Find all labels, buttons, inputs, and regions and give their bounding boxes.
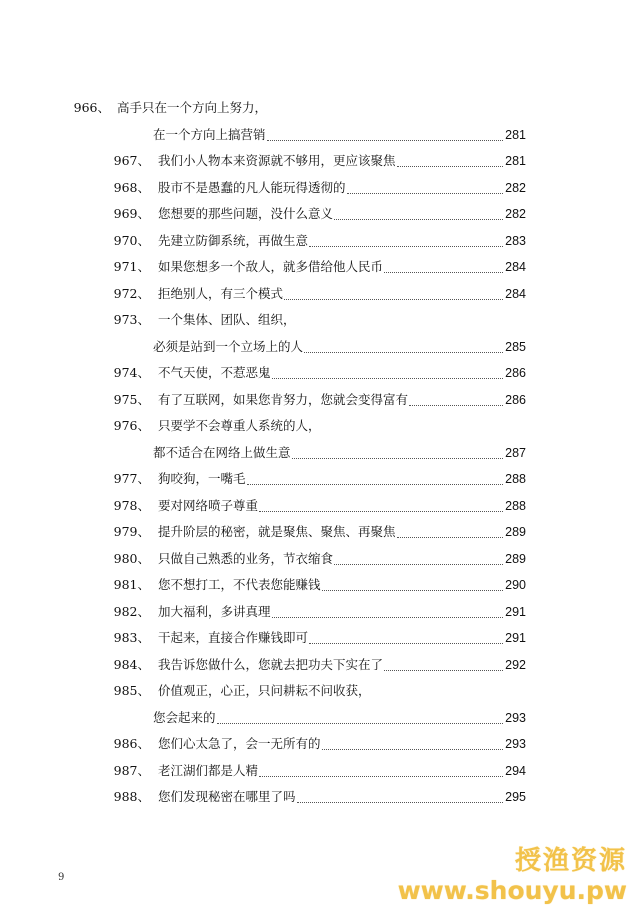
toc-leader-dots <box>247 483 503 485</box>
toc-entry-number: 985、 <box>113 683 150 698</box>
toc-leader-dots <box>397 165 503 167</box>
toc-entry[interactable] <box>0 178 635 198</box>
toc-entry[interactable] <box>0 363 635 383</box>
toc-leader-dots <box>384 669 503 671</box>
toc-entry[interactable] <box>0 231 635 251</box>
toc-leader-dots <box>304 351 503 353</box>
toc-entry-page: 281 <box>505 127 526 142</box>
toc-leader-dots <box>217 722 503 724</box>
toc-entry-page: 283 <box>505 233 526 248</box>
toc-entry-title: 狗咬狗，一嘴毛 <box>158 471 246 486</box>
toc-entry-number: 976、 <box>113 418 150 433</box>
toc-entry-title: 在一个方向上搞营销 <box>153 126 266 142</box>
toc-entry[interactable] <box>0 284 635 304</box>
toc-entry-title: 干起来，直接合作赚钱即可 <box>158 630 309 645</box>
toc-entry-number: 982、 <box>113 603 150 619</box>
toc-leader-dots <box>347 192 503 194</box>
toc-entry-title: 不气天使，不惹恶鬼 <box>158 365 271 380</box>
toc-entry-page: 288 <box>505 472 526 486</box>
toc-entry[interactable] <box>0 522 635 542</box>
toc-entry-number: 971、 <box>113 259 150 274</box>
toc-entry-title: 如果您想多一个敌人，就多借给他人民币 <box>158 259 384 274</box>
toc-leader-dots <box>334 563 503 565</box>
toc-entry-number: 980、 <box>113 550 150 566</box>
toc-entry[interactable] <box>0 390 635 410</box>
toc-entry[interactable] <box>0 787 635 807</box>
toc-entry[interactable] <box>0 549 635 569</box>
toc-entry-page: 293 <box>505 710 526 725</box>
toc-entry-page: 282 <box>505 207 526 221</box>
toc-entry[interactable] <box>0 496 635 516</box>
toc-entry-title: 一个集体、团队、组织， <box>158 312 296 327</box>
toc-leader-dots <box>259 775 503 777</box>
toc-entry[interactable] <box>0 98 635 118</box>
toc-entry-number: 979、 <box>113 524 150 539</box>
toc-entry-number: 975、 <box>113 391 150 407</box>
toc-entry-number: 978、 <box>113 497 150 513</box>
toc-entry-title: 只做自己熟悉的业务，节衣缩食 <box>158 550 334 566</box>
toc-entry-page: 289 <box>505 525 526 539</box>
toc-entry[interactable] <box>0 655 635 675</box>
toc-entry-title: 您们发现秘密在哪里了吗 <box>158 789 296 804</box>
toc-entry-title: 老江湖们都是人精 <box>158 762 259 778</box>
toc-entry-number: 972、 <box>113 285 150 301</box>
toc-leader-dots <box>322 748 503 750</box>
toc-entry[interactable] <box>0 125 635 145</box>
watermark-brand: 授渔资源 <box>514 846 627 876</box>
toc-entry[interactable] <box>0 761 635 781</box>
toc-entry-title: 拒绝别人，有三个模式 <box>158 285 284 301</box>
toc-entry[interactable] <box>0 151 635 171</box>
toc-entry-number: 969、 <box>113 206 150 221</box>
toc-leader-dots <box>334 218 503 220</box>
toc-entry-page: 289 <box>505 551 526 566</box>
toc-entry[interactable] <box>0 443 635 463</box>
toc-leader-dots <box>284 298 503 300</box>
toc-entry[interactable] <box>0 337 635 357</box>
toc-entry-title: 有了互联网，如果您肯努力，您就会变得富有 <box>158 391 409 407</box>
toc-entry-title: 您想要的那些问题，没什么意义 <box>158 206 334 221</box>
toc-leader-dots <box>384 271 503 273</box>
toc-entry[interactable] <box>0 310 635 330</box>
toc-entry-page: 281 <box>505 154 526 168</box>
toc-entry[interactable] <box>0 416 635 436</box>
toc-leader-dots <box>267 139 503 141</box>
toc-entry-title: 股市不是愚蠢的凡人能玩得透彻的 <box>158 179 346 195</box>
toc-leader-dots <box>309 245 503 247</box>
toc-entry-number: 984、 <box>113 656 150 672</box>
toc-leader-dots <box>272 616 503 618</box>
toc-entry-number: 983、 <box>113 630 150 645</box>
toc-entry-page: 285 <box>505 339 526 354</box>
toc-leader-dots <box>297 801 503 803</box>
toc-leader-dots <box>409 404 503 406</box>
toc-entry-number: 967、 <box>113 153 150 168</box>
toc-entry-number: 966、 <box>73 100 110 115</box>
toc-entry-number: 988、 <box>113 789 150 804</box>
toc-entry[interactable] <box>0 575 635 595</box>
toc-entry-title: 价值观正，心正，只问耕耘不问收获， <box>158 683 371 698</box>
site-watermark <box>398 846 627 906</box>
toc-leader-dots <box>397 536 503 538</box>
toc-leader-dots <box>309 642 503 644</box>
toc-leader-dots <box>322 589 503 591</box>
toc-entry-title: 您不想打工，不代表您能赚钱 <box>158 577 321 592</box>
toc-entry[interactable] <box>0 602 635 622</box>
toc-entry[interactable] <box>0 469 635 489</box>
toc-entry-page: 295 <box>505 790 526 804</box>
toc-entry-page: 292 <box>505 657 526 672</box>
toc-entry-page: 293 <box>505 737 526 751</box>
toc-entry-title: 先建立防御系统，再做生意 <box>158 232 309 248</box>
toc-entry-page: 288 <box>505 498 526 513</box>
page-corner-mark: 9 <box>58 872 65 883</box>
toc-entry-title: 我告诉您做什么，您就去把功夫下实在了 <box>158 656 384 672</box>
toc-entry[interactable] <box>0 204 635 224</box>
watermark-url: www.shouyu.pw <box>397 876 627 905</box>
toc-entry-number: 981、 <box>113 577 150 592</box>
toc-entry-page: 284 <box>505 286 526 301</box>
toc-entry-title: 要对网络喷子尊重 <box>158 497 259 513</box>
toc-entry[interactable] <box>0 681 635 701</box>
toc-entry-number: 968、 <box>113 179 150 195</box>
toc-entry-page: 294 <box>505 763 526 778</box>
toc-entry-title: 您会起来的 <box>153 709 216 725</box>
toc-entry-title: 提升阶层的秘密，就是聚焦、聚焦、再聚焦 <box>158 524 396 539</box>
toc-entry-page: 284 <box>505 260 526 274</box>
toc-entry[interactable] <box>0 734 635 754</box>
toc-leader-dots <box>272 377 503 379</box>
toc-entry-title: 高手只在一个方向上努力， <box>117 100 268 115</box>
toc-entry[interactable] <box>0 257 635 277</box>
toc-entry-number: 987、 <box>113 762 150 778</box>
toc-entry-number: 986、 <box>113 736 150 751</box>
toc-leader-dots <box>292 457 503 459</box>
toc-leader-dots <box>259 510 503 512</box>
toc-entry-title: 我们小人物本来资源就不够用，更应该聚焦 <box>158 153 396 168</box>
toc-entry[interactable] <box>0 628 635 648</box>
toc-entry-title: 您们心太急了，会一无所有的 <box>158 736 321 751</box>
toc-entry-page: 286 <box>505 392 526 407</box>
toc-entry-page: 291 <box>505 604 526 619</box>
toc-entry-title: 都不适合在网络上做生意 <box>153 444 291 460</box>
toc-entry[interactable] <box>0 708 635 728</box>
toc-entry-page: 290 <box>505 578 526 592</box>
toc-entry-number: 970、 <box>113 232 150 248</box>
toc-entry-number: 977、 <box>113 471 150 486</box>
toc-entry-title: 必须是站到一个立场上的人 <box>153 338 304 354</box>
toc-entry-title: 加大福利，多讲真理 <box>158 603 271 619</box>
toc-entry-page: 291 <box>505 631 526 645</box>
toc-entry-page: 282 <box>505 180 526 195</box>
toc-entry-number: 974、 <box>113 365 150 380</box>
toc-entry-title: 只要学不会尊重人系统的人， <box>158 418 321 433</box>
toc-entry-page: 287 <box>505 445 526 460</box>
toc-entry-page: 286 <box>505 366 526 380</box>
toc-entry-number: 973、 <box>113 312 150 327</box>
